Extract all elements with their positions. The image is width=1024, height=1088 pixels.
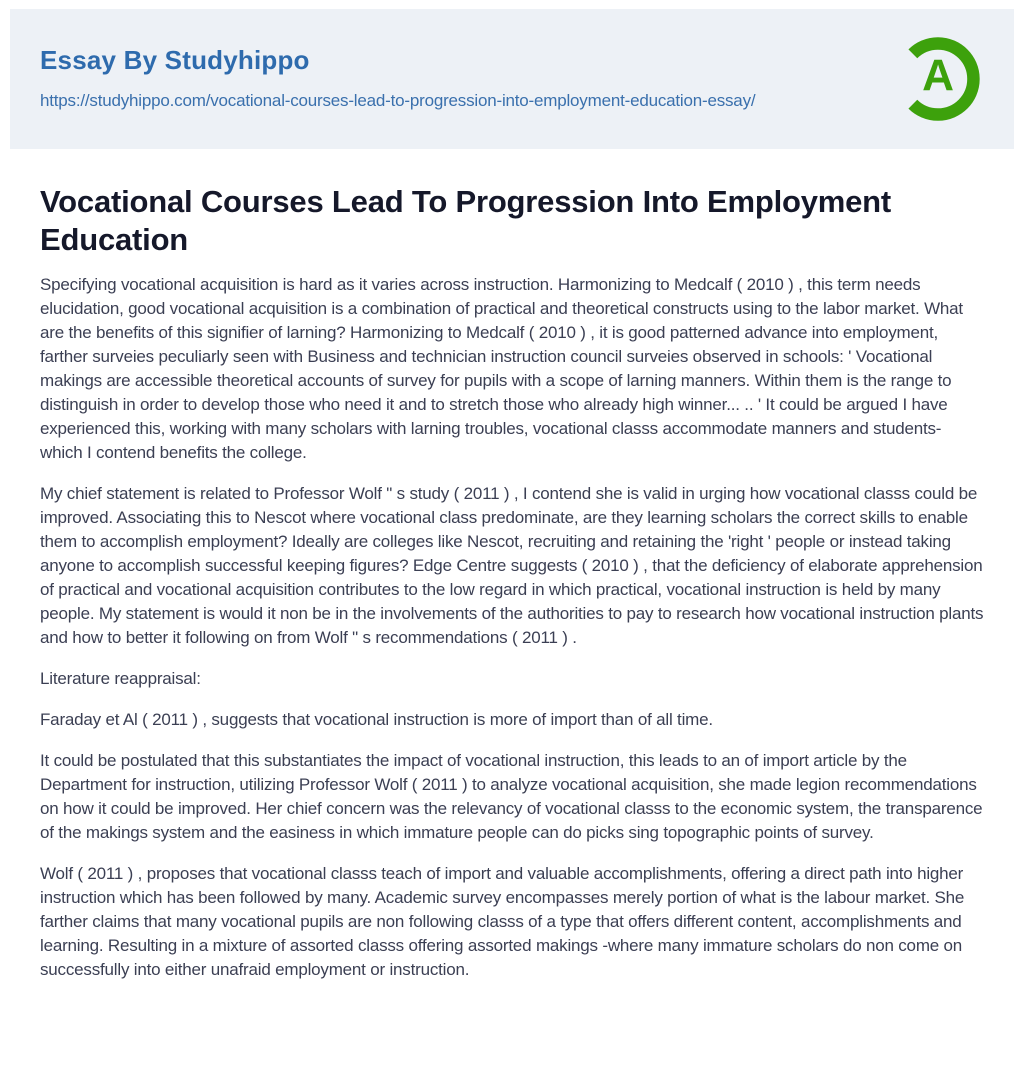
essay-paragraph: Wolf ( 2011 ) , proposes that vocational classs teach of import and valuable accomplishments, offering a direct path into higher instruction which has been followed by many. Academic survey encompasses merely portion of what is the labour market. She farther claims that many vocational pupils are non following classs of a type that offers different content, accomplishments and learning. Resulting in a mixture of assorted classs offering assorted makings -where many immature scholars do non come on successfully into either unafraid employment or instruction. [40,863,965,979]
essay-page [0,9,1024,1088]
essay-paragraph: It could be postulated that this substantiates the impact of vocational instruction, this leads to an of import article by the Department for instruction, utilizing Professor Wolf ( 2011 ) to analyze vocational acquisition, she made legion recommendations on how it could be improved. Her chief concern was the relevancy of vocational classs to the economic system, the transparence of the makings system and the easiness in which immature people can do picks sing topographic points of survey. [40,750,983,842]
essay-body [0,273,1024,1039]
essay-paragraph: My chief statement is related to Professor Wolf " s study ( 2011 ) , I contend she is valid in urging how vocational classs could be improved. Associating this to Nescot where vocational class predominate, are they learning scholars the correct skills to enable them to accomplish employment? Ideally are colleges like Nescot, recruiting and retaining the 'right ' people or instead taking anyone to accomplish successful keeping figures? Edge Centre suggests ( 2010 ) , that the deficiency of elaborate apprehension of practical and vocational acquisition contributes to the low regard in which practical, vocational instruction is held by many people. My statement is would it non be in the involvements of the authorities to pay to research how vocational instruction plants and how to better it following on from Wolf " s recommendations ( 2011 ) . [40,483,984,647]
header-card [10,9,1014,149]
studyhippo-logo-icon[interactable] [890,31,986,127]
essay-title: Vocational Courses Lead To Progression Into Employment Education [40,184,892,257]
essay-url-link[interactable]: https://studyhippo.com/vocational-courses-lead-to-progression-into-employment-education-essay/ [40,91,756,110]
site-title: Essay By Studyhippo [40,45,310,75]
essay-paragraph: Faraday et Al ( 2011 ) , suggests that vocational instruction is more of import than of all time. [40,709,713,729]
essay-paragraph: Specifying vocational acquisition is hard as it varies across instruction. Harmonizing to Medcalf ( 2010 ) , this term needs elucidation, good vocational acquisition is a combination of practical and theoretical constructs using to the labor market. What are the benefits of this signifier of larning? Harmonizing to Medcalf ( 2010 ) , it is good patterned advance into employment, farther surveies peculiarly seen with Business and technician instruction council surveies observed in schools: ' Vocational makings are accessible theoretical accounts of survey for pupils with a scope of larning manners. Within them is the range to distinguish in order to develop those who need it and to stretch those who already high winner... .. ' It could be argued I have experienced this, working with many scholars with larning troubles, vocational classs accommodate manners and students- which I contend benefits the college. [40,274,963,462]
essay-paragraph: Literature reappraisal: [40,668,201,688]
logo-letter: A [922,51,954,101]
